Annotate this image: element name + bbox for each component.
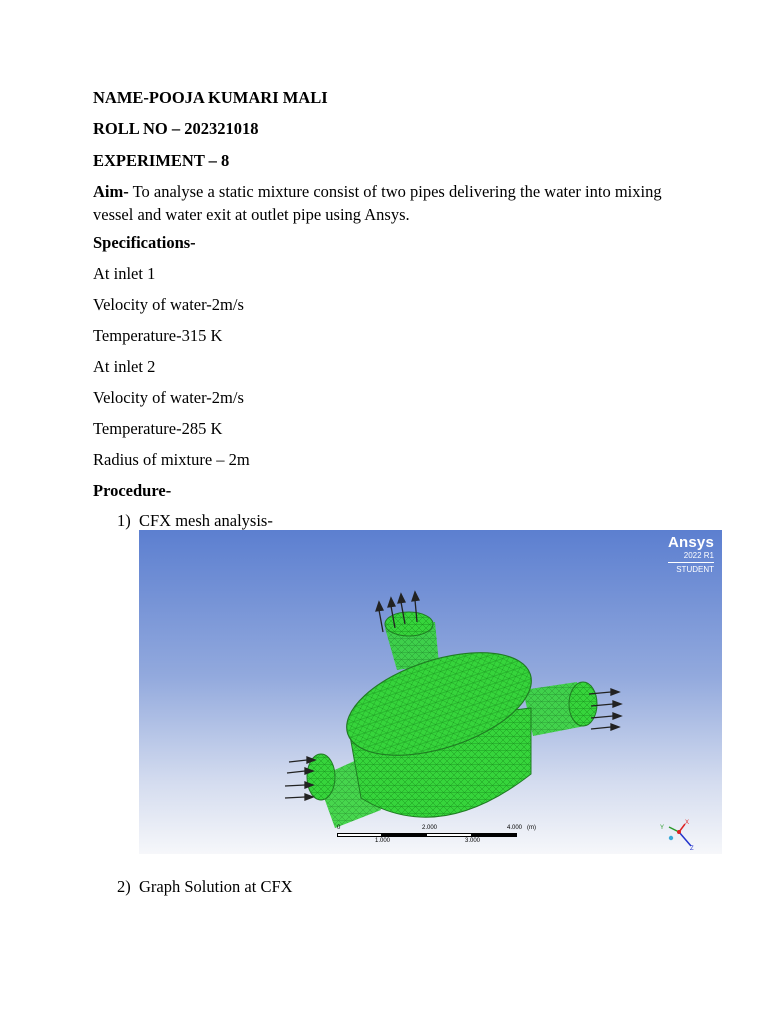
- step-number: 2): [117, 877, 131, 896]
- aim-paragraph: [93, 180, 693, 226]
- step-number: 1): [117, 511, 131, 530]
- ansys-logo: [668, 534, 714, 576]
- spec-line: Temperature-315 K: [93, 326, 223, 345]
- spec-line: Velocity of water-2m/s: [93, 295, 244, 314]
- ansys-logo-edition: STUDENT: [668, 562, 714, 576]
- scale-label: 1.000: [375, 838, 391, 844]
- scale-unit: (m): [527, 825, 536, 831]
- student-name: NAME-POOJA KUMARI MALI: [93, 88, 328, 107]
- aim-text: To analyse a static mixture consist of two pipes delivering the water into mixing vessel and water exit at outlet pipe using Ansys.: [93, 182, 662, 224]
- scale-label: 0: [337, 825, 341, 831]
- scale-label: 3.000: [465, 838, 481, 844]
- spec-line: Temperature-285 K: [93, 419, 223, 438]
- outlet-pipe-right: [523, 682, 597, 736]
- procedure-heading: Procedure-: [93, 481, 172, 500]
- mixing-vessel: [334, 632, 544, 817]
- procedure-step-2: [117, 877, 293, 897]
- roll-number: ROLL NO – 202321018: [93, 119, 259, 138]
- mesh-geometry: [139, 530, 722, 854]
- spec-line: At inlet 1: [93, 264, 156, 283]
- spec-line: Radius of mixture – 2m: [93, 450, 250, 469]
- experiment-title: EXPERIMENT – 8: [93, 151, 230, 170]
- specifications-heading: Specifications-: [93, 233, 196, 252]
- spec-line: At inlet 2: [93, 357, 156, 376]
- step-text: Graph Solution at CFX: [139, 877, 293, 896]
- procedure-step-1: [117, 511, 273, 531]
- scale-label: 4.000: [507, 825, 523, 831]
- axis-label-x: X: [685, 820, 690, 826]
- step-text: CFX mesh analysis-: [139, 511, 273, 530]
- ansys-logo-version: 2022 R1: [683, 551, 714, 560]
- axis-label-y: Y: [660, 825, 665, 831]
- scale-bar: [337, 825, 536, 847]
- scale-label: 2.000: [422, 825, 438, 831]
- ansys-logo-name: Ansys: [667, 534, 714, 551]
- axis-triad: [669, 824, 691, 846]
- aim-label: Aim-: [93, 182, 129, 201]
- axis-label-z: Z: [690, 846, 694, 852]
- cfx-mesh-figure: [139, 530, 722, 854]
- spec-line: Velocity of water-2m/s: [93, 388, 244, 407]
